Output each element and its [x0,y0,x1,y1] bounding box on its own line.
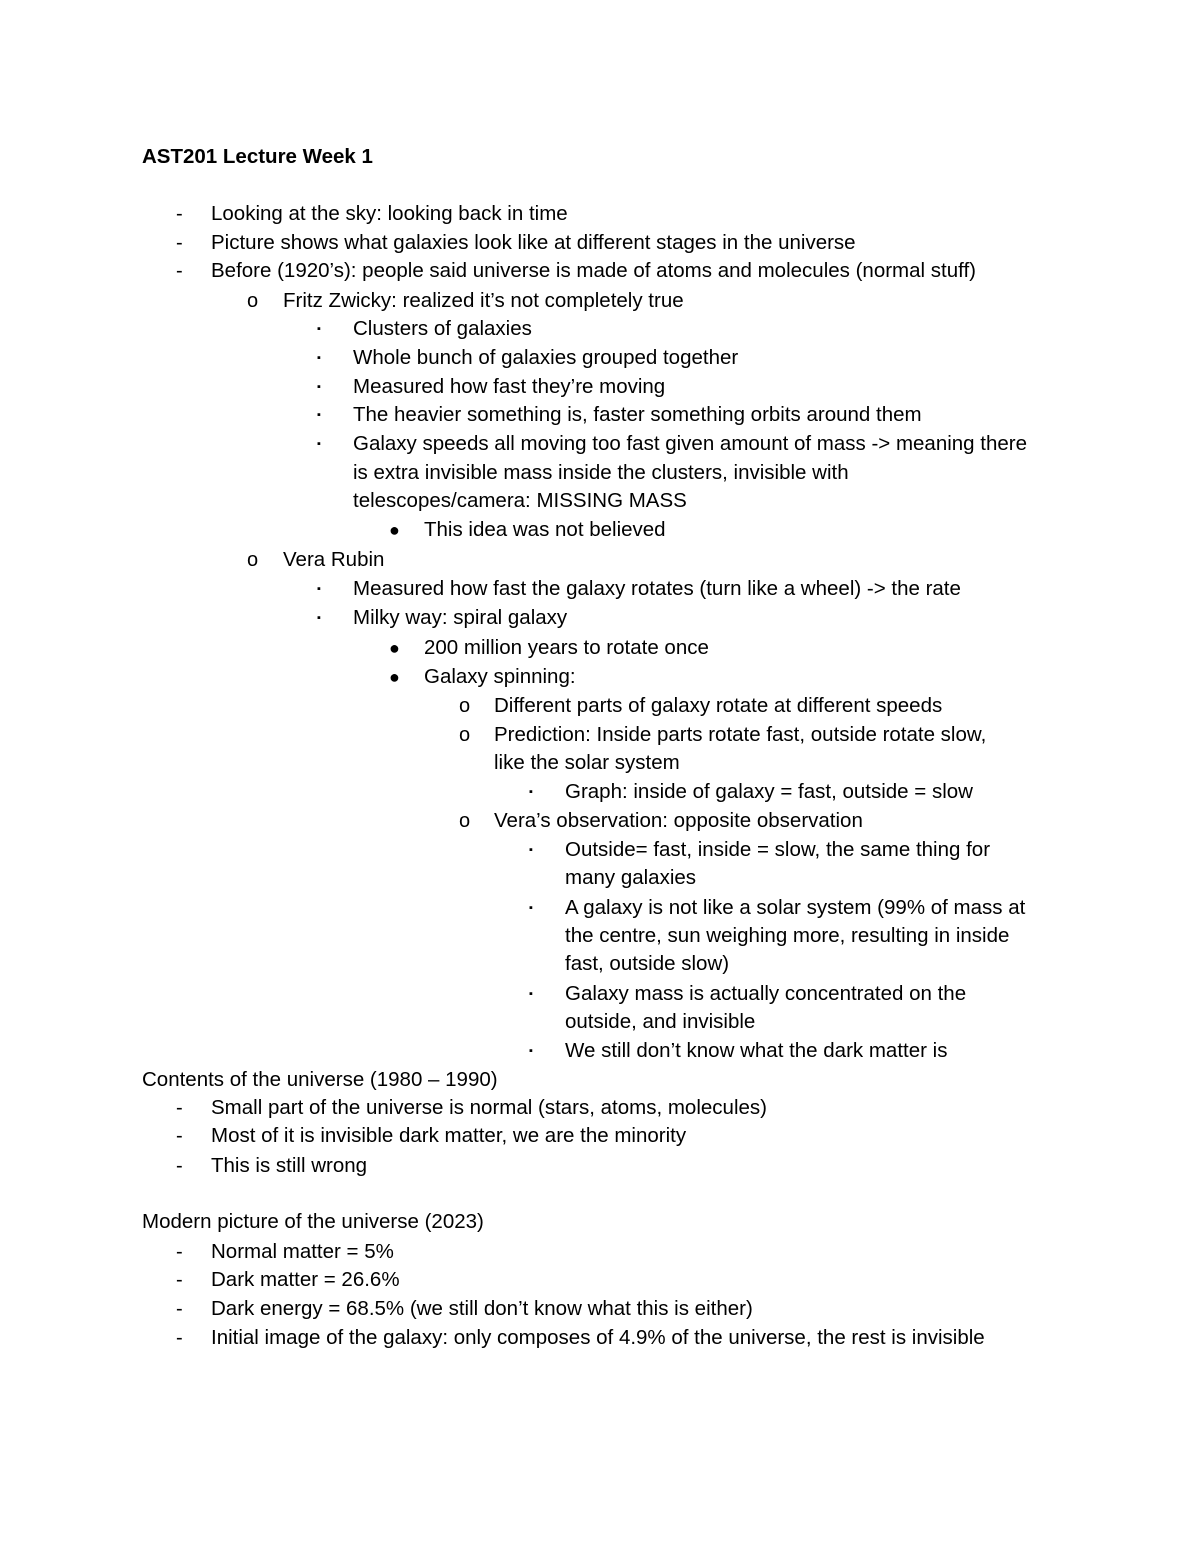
square-bullet: ▪ [317,409,321,421]
list-item-continuation: is extra invisible mass inside the clusters, invisible with [353,461,849,484]
list-item: This idea was not believed [424,518,666,541]
list-item-continuation: the centre, sun weighing more, resulting in inside [565,924,1010,947]
list-item: Outside= fast, inside = slow, the same thing for [565,838,991,861]
list-item: Initial image of the galaxy: only composes of 4.9% of the universe, the rest is invisible [211,1326,985,1349]
list-item: Measured how fast the galaxy rotates (turn like a wheel) -> the rate [353,577,961,600]
circle-bullet: o [247,549,259,571]
square-bullet: ▪ [317,438,321,450]
square-bullet: ▪ [529,988,533,1000]
list-item: Normal matter = 5% [211,1240,394,1263]
list-item: Small part of the universe is normal (stars, atoms, molecules) [211,1096,767,1119]
list-item: This is still wrong [211,1154,368,1177]
dash-bullet: - [176,232,183,254]
dash-bullet: - [176,1097,183,1119]
list-item-continuation: fast, outside slow) [565,952,730,975]
list-item: Graph: inside of galaxy = fast, outside = slow [565,780,973,803]
list-item: Fritz Zwicky: realized it’s not completely true [283,289,684,312]
dash-bullet: - [176,1241,183,1263]
square-bullet: ▪ [529,1045,533,1057]
round-bullet: ● [389,667,400,687]
circle-bullet: o [459,724,471,746]
list-item: Milky way: spiral galaxy [353,606,568,629]
list-item: Dark energy = 68.5% (we still don’t know what this is either) [211,1297,753,1320]
list-item: The heavier something is, faster something orbits around them [353,403,922,426]
list-item: Picture shows what galaxies look like at different stages in the universe [211,231,856,254]
list-item: Vera’s observation: opposite observation [494,809,863,832]
list-item: Clusters of galaxies [353,317,532,340]
dash-bullet: - [176,1327,183,1349]
list-item: Galaxy mass is actually concentrated on the [565,982,967,1005]
dash-bullet: - [176,1269,183,1291]
square-bullet: ▪ [529,902,533,914]
list-item: Whole bunch of galaxies grouped together [353,346,739,369]
list-item: Different parts of galaxy rotate at different speeds [494,694,943,717]
circle-bullet: o [247,290,259,312]
list-item: Galaxy spinning: [424,665,576,688]
section-heading: Modern picture of the universe (2023) [142,1210,484,1233]
list-item: Galaxy speeds all moving too fast given amount of mass -> meaning there [353,432,1028,455]
circle-bullet: o [459,810,471,832]
round-bullet: ● [389,638,400,658]
square-bullet: ▪ [317,583,321,595]
square-bullet: ▪ [317,323,321,335]
dash-bullet: - [176,1155,183,1177]
round-bullet: ● [389,520,400,540]
dash-bullet: - [176,1298,183,1320]
dash-bullet: - [176,1125,183,1147]
circle-bullet: o [459,695,471,717]
list-item: Looking at the sky: looking back in time [211,202,568,225]
square-bullet: ▪ [317,381,321,393]
list-item-continuation: like the solar system [494,751,680,774]
dash-bullet: - [176,260,183,282]
section-heading: Contents of the universe (1980 – 1990) [142,1068,498,1091]
document-title: AST201 Lecture Week 1 [142,145,373,168]
list-item: 200 million years to rotate once [424,636,709,659]
list-item: Most of it is invisible dark matter, we are the minority [211,1124,687,1147]
list-item-continuation: telescopes/camera: MISSING MASS [353,489,687,512]
list-item-continuation: many galaxies [565,866,697,889]
square-bullet: ▪ [529,786,533,798]
square-bullet: ▪ [317,612,321,624]
list-item: Before (1920’s): people said universe is made of atoms and molecules (normal stuff) [211,259,976,282]
dash-bullet: - [176,203,183,225]
list-item: Measured how fast they’re moving [353,375,666,398]
list-item: A galaxy is not like a solar system (99% of mass at [565,896,1026,919]
list-item: Dark matter = 26.6% [211,1268,400,1291]
list-item: Vera Rubin [283,548,385,571]
list-item-continuation: outside, and invisible [565,1010,756,1033]
square-bullet: ▪ [529,844,533,856]
square-bullet: ▪ [317,352,321,364]
list-item: Prediction: Inside parts rotate fast, outside rotate slow, [494,723,987,746]
list-item: We still don’t know what the dark matter is [565,1039,948,1062]
